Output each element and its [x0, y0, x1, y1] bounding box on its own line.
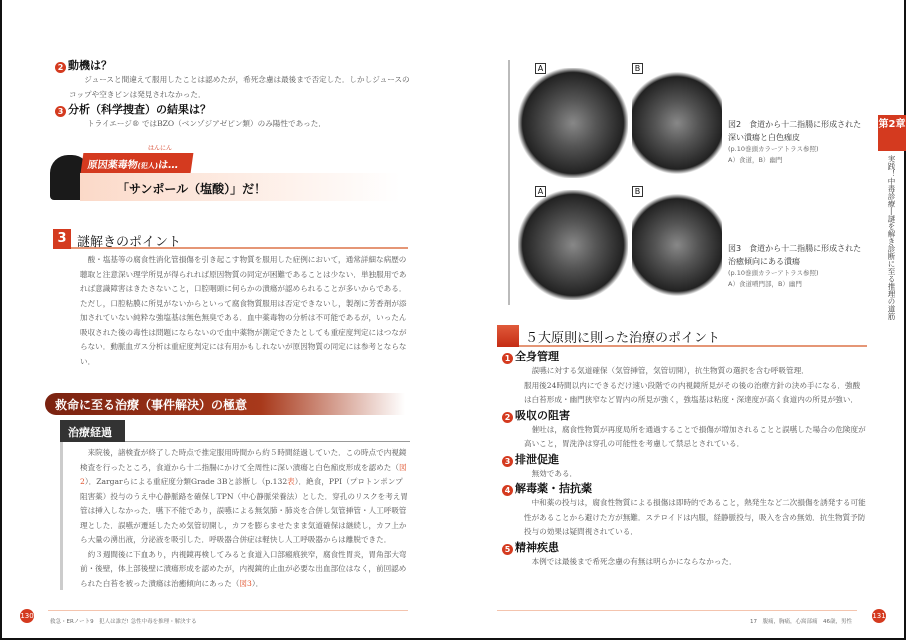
- table-link[interactable]: 表: [287, 477, 295, 486]
- figure-sublabel: A）食道，B）幽門: [728, 156, 783, 164]
- treatment-side-rule: [60, 442, 63, 590]
- culprit-label: [81, 153, 194, 173]
- principles-heading: [497, 325, 867, 347]
- section-3-heading: [53, 229, 408, 249]
- principle-title: 排泄促進: [515, 452, 559, 466]
- number-badge: 1: [502, 353, 513, 364]
- question-analysis: [55, 102, 415, 132]
- image-label-b: B: [632, 63, 643, 74]
- heading-marker: [497, 325, 519, 347]
- principle-text: 催吐は，腐食性物質が再度局所を通過することで損傷が増加されることと誤嚥した場合の危険度が高いこと，胃洗浄は穿孔の可能性を考慮して禁忌とされている．: [524, 424, 866, 448]
- image-label-b: B: [632, 186, 643, 197]
- principle-text: 無効である．: [531, 468, 578, 478]
- principle-item: [502, 349, 867, 408]
- culprit-answer: 「サンポール（塩酸）」だ！: [117, 182, 267, 196]
- number-badge: 2: [502, 412, 513, 423]
- section-3-text: 酸・塩基等の腐食性消化管損傷を引き起こす物質を服用した症例において，通常詳細な病歴の聴取と注意深い理学所見が得られれば原因物質の同定が困難であることは少ない．単独服用であれば意識障害はきたさないこと，口腔咽頭に何らかの潰瘍が認められることが多いからである．ただし，口腔粘膜に所見がないからといって腐食物質服用は否定できないし，製剤に芳香剤が添加されていない純粋な強塩基は無色無臭である．血中薬毒物の分析は不可能であるが，いったん吸収された後の毒性は問題にならないので血中薬物が測定できたとしても重症度判定にはつながらない．動脈血ガス分析は重症度判定には有用かもしれないが原因物質の同定には参考とならない．: [80, 255, 407, 366]
- figure-caption: 図3 食道から十二指腸に形成された治癒傾向にある潰瘍: [728, 244, 862, 266]
- question-text: ジュースと間違えて服用したことは認めたが，希死念慮は最後まで否定した．しかしジュースのコップや空きビンは発見されなかった．: [69, 75, 410, 99]
- principle-text: 本例では最後まで希死念慮の有無は明らかにならなかった．: [531, 556, 737, 566]
- principle-title: 解毒薬・拮抗薬: [515, 482, 592, 495]
- culprit-label-text: 原因薬毒物: [86, 160, 139, 171]
- treatment-paragraph-1: 来院後，諸検査が終了した時点で推定服用時間から約５時間経過していた．この時点で内視鏡検査を行ったところ，食道から十二指腸にかけて全周性に深い潰瘍と白色痂皮形成を認めた（図2）．Zargarらによる重症度分類Grade 3Bと診断し（p.132表）．絶食，PPI（プロトンポンプ阻害薬）投与のうえ中心静脈路を確保しTPN（中心静脈栄養法）とした．穿孔のリスクを考え胃管は挿入しなかった．嚥下不能であり，誤嚥による無気肺・肺炎を合併し気管挿管・人工呼吸管理とした．誤嚥が遷延したため気管切開し，カフを膨らませたまま気道確保は継続し，カフ上から大量の湧出液，分泌液を吸引した．呼吸器合併症は軽快し人工呼吸器からは離脱できた．: [80, 448, 409, 544]
- endoscopy-image-b: [632, 190, 722, 300]
- section-title: 謎解きのポイント: [77, 235, 182, 250]
- chapter-tab[interactable]: 第2章: [878, 115, 906, 151]
- principle-title: 吸収の阻害: [515, 408, 570, 422]
- treatment-tab: 治療経過: [60, 420, 125, 442]
- principles-title: ５大原則に則った治療のポイント: [525, 331, 721, 346]
- treatment-tab-row: [60, 420, 410, 442]
- figure-3-link[interactable]: 図3: [239, 578, 252, 588]
- question-text: トライエージ® ではBZO（ベンゾジアゼピン類）のみ陽性であった．: [87, 119, 326, 128]
- endoscopy-image-b: [632, 68, 722, 178]
- number-badge: 2: [55, 62, 66, 73]
- question-title: 分析（科学捜査）の結果は？: [68, 103, 211, 116]
- image-label-a: A: [535, 63, 546, 74]
- principle-text: 中和薬の投与は，腐食性物質による損傷は即時的であること，熱発生など二次損傷を誘発する可能性があることから避けた方が無難．ステロイドは内服，経静脈投与，吸入を含め無効．抗生物質予防投与の効果は疑問視されている．: [524, 498, 866, 536]
- principle-text: 誤嚥に対する気道確保（気管挿管，気管切開），抗生物質の選択を含む呼吸管理． 服用後24時間以内にできるだけ速い段階での内視鏡所見がその後の治療方針の決め手になる．強酸は白苔形成・幽門狭窄など胃内の所見が強く，強塩基は粘度・深達度が高く食道内の所見が強い．: [524, 366, 861, 404]
- culprit-suffix: は…: [157, 160, 179, 171]
- principle-item: [502, 452, 867, 482]
- figure-note: (p.10巻頭カラーアトラス参照): [728, 269, 819, 277]
- treatment-paragraph-2: 約３週間後に下血あり，内視鏡再検してみると食道入口部瘢痕狭窄，腐食性胃炎，胃角部大弯前・後壁，体上部後壁に潰瘍形成を認めたが，内視鏡的止血が必要な出血部位はなく，前回認められた白苔を被った潰瘍は治癒傾向にあった（図3）．: [80, 549, 407, 588]
- footer-left: 救急・ERノート9 犯人は誰だ! 急性中毒を推理・解決する: [50, 619, 197, 625]
- figure-note: (p.10巻頭カラーアトラス参照): [728, 145, 819, 153]
- number-badge: 3: [502, 456, 513, 467]
- principles-list: [502, 349, 867, 569]
- question-title: 動機は？: [68, 59, 112, 72]
- principle-title: 精神疾患: [515, 540, 559, 554]
- culprit-paren: (犯人): [137, 162, 159, 170]
- figure-caption: 図2 食道から十二指腸に形成された深い潰瘍と白色痂皮: [728, 120, 862, 142]
- footer-right: 17 腹痛，胸痛，心窩部痛 46歳，男性: [750, 619, 852, 625]
- culprit-ruby: はんにん: [148, 145, 173, 152]
- question-motive: [55, 58, 415, 102]
- figure-sublabel: A）食道噴門部，B）幽門: [728, 280, 802, 288]
- treatment-text: [80, 446, 410, 591]
- number-badge: 5: [502, 544, 513, 555]
- page-number-left: 130: [20, 609, 34, 623]
- principle-title: 全身管理: [515, 350, 559, 363]
- page-number-right: 131: [872, 609, 886, 623]
- endoscopy-image-a: [518, 68, 628, 178]
- figure-2-link[interactable]: 図2: [80, 462, 407, 486]
- image-label-a: A: [535, 186, 546, 197]
- number-badge: 4: [502, 485, 513, 496]
- principle-item: [502, 540, 867, 570]
- culprit-box: [50, 145, 410, 203]
- endoscopy-image-a: [518, 190, 628, 300]
- principle-item: [502, 408, 867, 452]
- section-number: 3: [53, 229, 71, 249]
- questions-block: [55, 58, 415, 132]
- number-badge: 3: [55, 106, 66, 117]
- principle-item: [502, 481, 867, 540]
- chapter-running-title: 実践！中毒診療―謎を解き診断に至る推理の道筋: [887, 155, 896, 320]
- treatment-banner: [45, 393, 405, 415]
- treatment-banner-title: 救命に至る治療（事件解決）の極意: [55, 398, 248, 412]
